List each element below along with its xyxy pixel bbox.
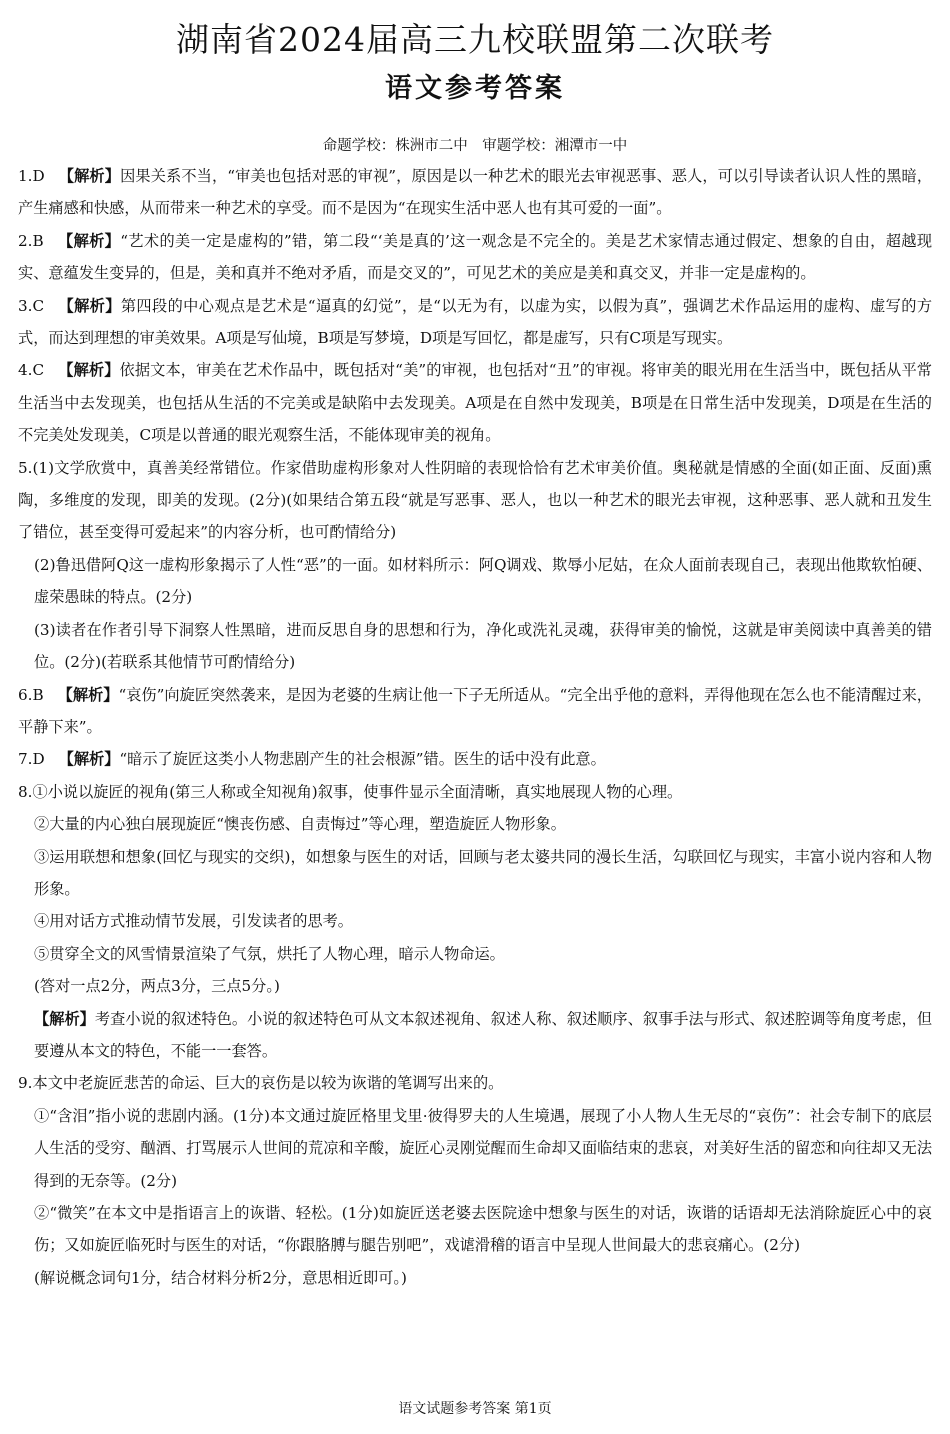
answer-number: 6.B (18, 685, 44, 704)
answer-text: 依据文本，审美在艺术作品中，既包括对“美”的审视，也包括对“丑”的审视。将审美的眼光用在生活当中，既包括从平常生活当中去发现美，也包括从生活的不完美或是缺陷中去发现美。A项是在自然中发现美，B项是在日常生活中发现美，D项是在生活的不完美处发现美，C项是以普通的眼光观察生活，不能体现审美的视角。 (18, 361, 932, 445)
document-subtitle: 语文参考答案 (385, 73, 565, 104)
document-title: 湖南省2024届高三九校联盟第二次联考 (176, 20, 774, 59)
analysis-tag: 【解析】 (57, 231, 121, 250)
answer-text: “暗示了旋匠这类小人物悲剧产生的社会根源”错。医生的话中没有此意。 (119, 750, 606, 769)
answer-9-scoring: (解说概念词句1分，结合材料分析2分，意思相近即可。) (34, 1268, 407, 1287)
answer-9-point-1: ①“含泪”指小说的悲剧内涵。(1分)本文通过旋匠格里戈里·彼得罗夫的人生境遇，展现了小人物人生无尽的“哀伤”：社会专制下的底层人生活的受穷、酗酒、打骂展示人世间的荒凉和辛酸，旋匠心灵刚觉醒而生命却又面临结束的悲哀，对美好生活的留恋和向往却又无法得到的无奈等。(2分) (34, 1106, 932, 1190)
answer-8-point-1 (18, 776, 932, 808)
answer-text: “艺术的美一定是虚构的”错，第二段“‘美是真的’这一观念是不完全的。美是艺术家情志通过假定、想象的自由，超越现实、意蕴发生变异的，但是，美和真并不绝对矛盾，而是交叉的”，可见艺术的美应是美和真交叉，并非一定是虚构的。 (18, 231, 933, 283)
answer-5-part-3: (3)读者在作者引导下洞察人性黑暗，进而反思自身的思想和行为，净化或洗礼灵魂，获得审美的愉悦，这就是审美阅读中真善美的错位。(2分)(若联系其他情节可酌情给分) (34, 620, 932, 672)
analysis-tag: 【解析】 (58, 750, 120, 769)
answer-body (18, 160, 932, 1294)
answer-4 (18, 354, 932, 451)
answer-text: ①小说以旋匠的视角(第三人称或全知视角)叙事，使事件显示全面清晰，真实地展现人物的心理。 (32, 782, 683, 801)
answer-6 (18, 679, 932, 744)
analysis-tag: 【解析】 (58, 361, 120, 380)
answer-7 (18, 743, 932, 775)
answer-8-point-5: ⑤贯穿全文的风雪情景渲染了气氛，烘托了人物心理，暗示人物命运。 (34, 944, 505, 963)
answer-9-intro (18, 1067, 932, 1099)
answer-8-point-3: ③运用联想和想象(回忆与现实的交织)，如想象与医生的对话，回顾与老太婆共同的漫长生活，勾联回忆与现实，丰富小说内容和人物形象。 (34, 847, 932, 898)
answer-9-point-2: ②“微笑”在本文中是指语言上的诙谐、轻松。(1分)如旋匠送老婆去医院途中想象与医生的对话，诙谐的话语却无法消除旋匠心中的哀伤；又如旋匠临死时与医生的对话，“你跟胳膊与腿告别吧”，戏谑滑稽的语言中呈现人世间最大的悲哀痛心。(2分) (34, 1204, 932, 1255)
page-footer: 语文试题参考答案 第1页 (398, 1401, 552, 1417)
answer-8-point-2: ②大量的内心独白展现旋匠“懊丧伤感、自责悔过”等心理，塑造旋匠人物形象。 (34, 815, 566, 834)
analysis-tag: 【解析】 (34, 1009, 95, 1028)
answer-number: 3.C (18, 296, 45, 315)
answer-number: 7.D (18, 750, 45, 769)
answer-text: (1)文学欣赏中，真善美经常错位。作家借助虚构形象对人性阴暗的表现恰恰有艺术审美价值。奥秘就是情感的全面(如正面、反面)熏陶，多维度的发现，即美的发现。(2分)(如果结合第五段“就是写恶事、恶人，也以一种艺术的眼光去审视，这种恶事、恶人就和丑发生了错位，甚至变得可爱起来”的内容分析，也可酌情给分) (18, 458, 932, 542)
authors-line: 命题学校：株洲市二中 审题学校：湘潭市一中 (322, 138, 628, 154)
answer-8-scoring: (答对一点2分，两点3分，三点5分。) (34, 977, 280, 996)
answer-number: 8. (18, 782, 33, 801)
analysis-tag: 【解析】 (57, 685, 119, 704)
answer-5-part-1 (18, 452, 932, 549)
answer-8-point-4: ④用对话方式推动情节发展，引发读者的思考。 (34, 912, 353, 931)
answer-number: 9. (18, 1074, 33, 1093)
answer-text: “哀伤”向旋匠突然袭来，是因为老婆的生病让他一下子无所适从。“完全出乎他的意料，弄得他现在怎么也不能清醒过来，平静下来”。 (18, 685, 932, 736)
answer-3 (18, 290, 932, 355)
answer-text: 第四段的中心观点是艺术是“逼真的幻觉”，是“以无为有，以虚为实，以假为真”，强调艺术作品运用的虚构、虚写的方式，而达到理想的审美效果。A项是写仙境，B项是写梦境，D项是写回忆，都是虚写，只有C项是写现实。 (18, 296, 933, 348)
answer-2 (18, 225, 932, 290)
answer-1 (18, 160, 932, 225)
answer-number: 5. (18, 458, 33, 477)
answer-5-part-2: (2)鲁迅借阿Q这一虚构形象揭示了人性“恶”的一面。如材料所示：阿Q调戏、欺辱小尼姑，在众人面前表现自己，表现出他欺软怕硬、虚荣愚昧的特点。(2分) (34, 555, 932, 607)
analysis-tag: 【解析】 (58, 167, 121, 185)
answer-number: 1.D (18, 167, 45, 185)
answer-8-analysis (18, 1003, 932, 1068)
answer-text: 本文中老旋匠悲苦的命运、巨大的哀伤是以较为诙谐的笔调写出来的。 (32, 1074, 504, 1093)
analysis-tag: 【解析】 (58, 296, 121, 315)
answer-text: 考查小说的叙述特色。小说的叙述特色可从文本叙述视角、叙述人称、叙述顺序、叙事手法与形式、叙述腔调等角度考虑，但要遵从本文的特色，不能一一套答。 (34, 1009, 933, 1060)
answer-text: 因果关系不当，“审美也包括对恶的审视”，原因是以一种艺术的眼光去审视恶事、恶人，可以引导读者认识人性的黑暗，产生痛感和快感，从而带来一种艺术的享受。而不是因为“在现实生活中恶人也有其可爱的一面”。 (18, 167, 933, 218)
answer-number: 4.C (18, 361, 45, 380)
answer-number: 2.B (18, 231, 44, 250)
